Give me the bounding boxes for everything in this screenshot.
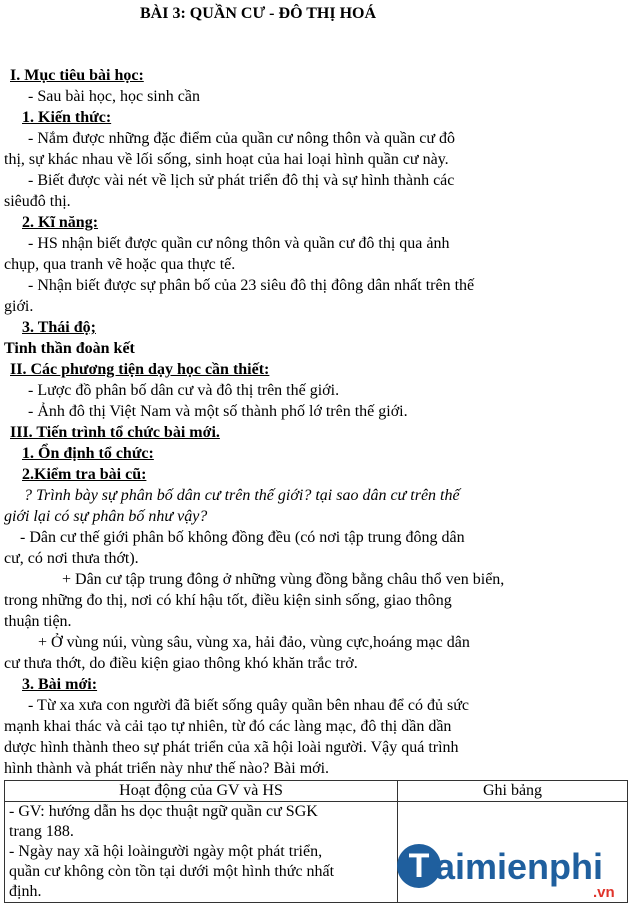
watermark-logo — [397, 842, 627, 906]
text-line: + Dân cư tập trung đông ở những vùng đồng bằng châu thổ ven biển, — [62, 571, 505, 588]
subsection-heading: 3. Thái độ; — [22, 319, 96, 336]
text-line: - HS nhận biết được quần cư nông thôn và quần cư đô thị qua ảnh — [28, 235, 450, 252]
text-line: - Từ xa xưa con người đã biết sống quây quần bên nhau để có đủ sức — [28, 697, 469, 714]
cell-text-line: - GV: hướng dẫn hs dọc thuật ngữ quần cư SGK — [9, 803, 318, 820]
logo-wordmark: aimienphi — [435, 846, 604, 887]
cell-text-line: trang 188. — [9, 823, 74, 840]
text-line: cư, có nơi thưa thớt). — [4, 550, 139, 567]
question-line: giới lại có sự phân bố như vậy? — [4, 508, 208, 525]
text-line: siêuđô thị. — [4, 193, 71, 210]
text-line: thuận tiện. — [4, 613, 72, 630]
subsection-heading: 2.Kiểm tra bài cũ: — [22, 466, 147, 483]
question-line: ? Trình bày sự phân bố dân cư trên thế giới? tại sao dân cư trên thế — [24, 487, 460, 504]
subsection-heading: 1. Ổn định tổ chức: — [22, 445, 154, 462]
logo-mark-icon: T — [397, 844, 441, 888]
text-line: - Biết được vài nét về lịch sử phát triển đô thị và sự hình thành các — [28, 172, 455, 189]
subsection-heading: 2. Kĩ năng: — [22, 214, 99, 231]
cell-text-line: quần cư không còn tồn tại dưới một hình thức nhất — [9, 863, 335, 880]
text-line: giới. — [4, 298, 34, 315]
section-heading: III. Tiến trình tổ chức bài mới. — [10, 424, 220, 441]
text-line: + Ở vùng núi, vùng sâu, vùng xa, hải đảo, vùng cực,hoáng mạc dân — [38, 634, 470, 651]
text-line: - Lược đồ phân bố dân cư và đô thị trên thế giới. — [28, 382, 340, 399]
text-line: - Sau bài học, học sinh cần — [28, 88, 200, 105]
text-line: hình thành và phát triển này như thế nào? Bài mới. — [4, 760, 330, 777]
table-header-cell: Hoạt động của GV và HS — [5, 781, 398, 802]
text-line: cư thưa thớt, do điều kiện giao thông khó khăn trắc trở. — [4, 655, 358, 672]
subsection-heading: 1. Kiến thức: — [22, 109, 112, 126]
section-heading: II. Các phương tiện dạy học cần thiết: — [10, 361, 270, 378]
text-line: - Dân cư thế giới phân bố không đồng đều (có nơi tập trung đông dân — [20, 529, 465, 546]
table-cell — [5, 802, 398, 903]
text-line: Tinh thần đoàn kết — [4, 340, 135, 357]
subsection-heading: 3. Bài mới: — [22, 676, 98, 693]
text-line: - Nhận biết được sự phân bố của 23 siêu đô thị đông dân nhất trên thế — [28, 277, 475, 294]
table-header-cell: Ghi bảng — [398, 781, 628, 802]
text-line: - Nắm được những đặc điểm của quần cư nông thôn và quần cư đô — [28, 130, 456, 147]
text-line: trong những đo thị, nơi có khí hậu tốt, điều kiện sinh sống, giao thông — [4, 592, 452, 609]
cell-text-line: - Ngày nay xã hội loàingười ngày một phát triển, — [9, 843, 323, 860]
table-header-row — [5, 781, 628, 802]
text-line: mạnh khai thác và cải tạo tự nhiên, từ đó các làng mạc, đô thị dần dần — [4, 718, 452, 735]
cell-text-line: định. — [9, 883, 42, 900]
text-line: thị, sự khác nhau về lối sống, sinh hoạt của hai loại hình quần cư này. — [4, 151, 449, 168]
text-line: dược hình thành theo sự phát triển của xã hội loài người. Vậy quá trình — [4, 739, 459, 756]
section-heading: I. Mục tiêu bài học: — [10, 67, 144, 84]
text-line: - Ảnh đô thị Việt Nam và một số thành phố lớ trên thế giới. — [28, 403, 408, 420]
page-title: BÀI 3: QUẦN CƯ - ĐÔ THỊ HOÁ — [140, 5, 377, 22]
text-line: chụp, qua tranh vẽ hoặc qua thực tế. — [4, 256, 236, 273]
logo-suffix: .vn — [593, 884, 615, 901]
